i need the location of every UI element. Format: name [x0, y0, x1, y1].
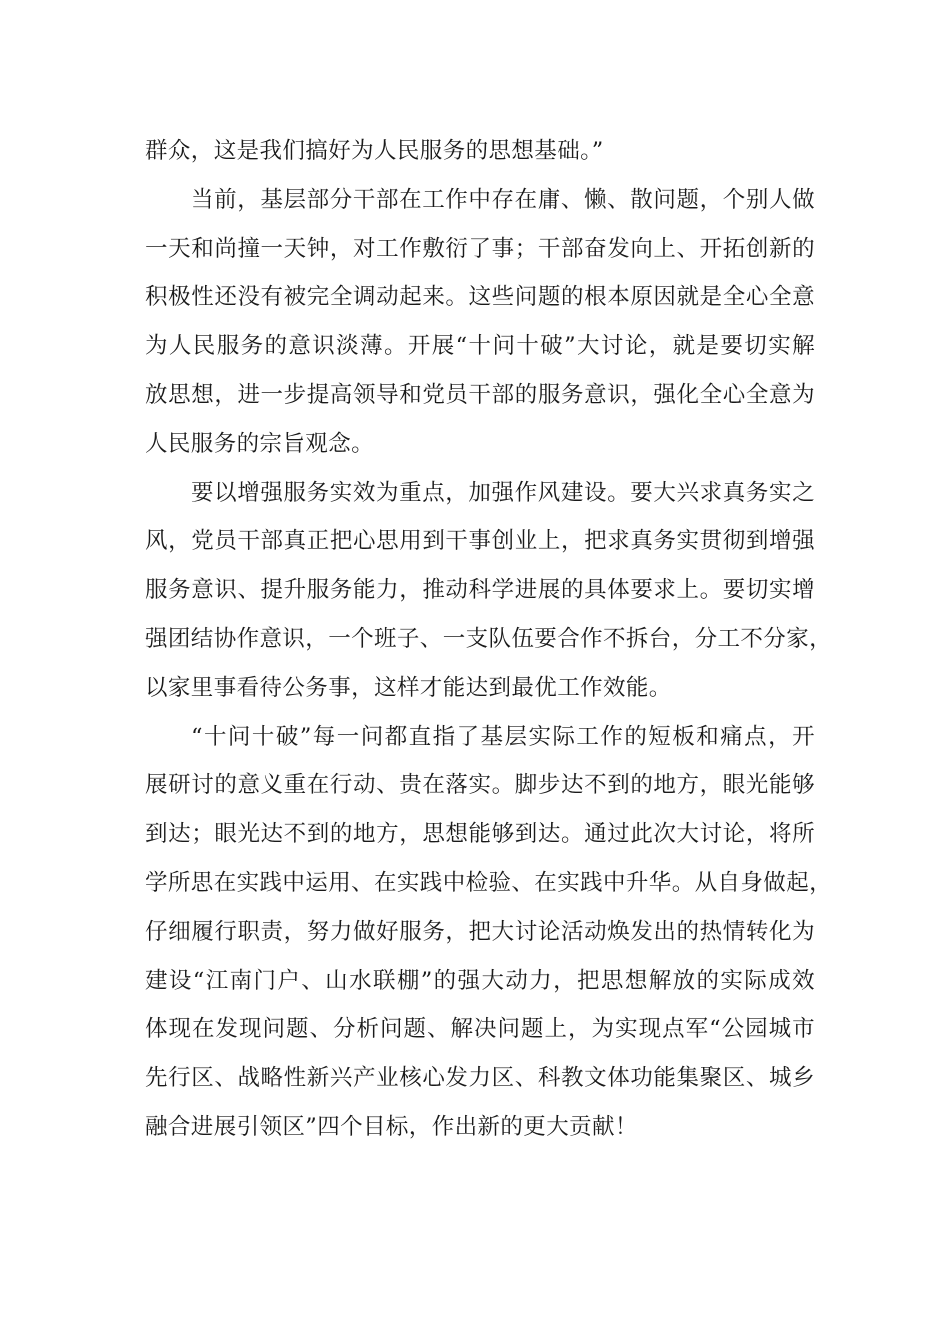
text-line: 融合进展引领区”四个目标，作出新的更大贡献！ — [145, 1113, 638, 1140]
text-line: 当前，基层部分干部在工作中存在庸、懒、散问题，个别人做 — [191, 186, 815, 213]
text-line: 群众，这是我们搞好为人民服务的思想基础。” — [145, 138, 604, 164]
text-line: 以家里事看待公务事，这样才能达到最优工作效能。 — [145, 674, 672, 701]
text-line: “十问十破”每一问都直指了基层实际工作的短板和痛点，开 — [191, 723, 815, 750]
text-line: 积极性还没有被完全调动起来。这些问题的根本原因就是全心全意 — [145, 284, 815, 311]
document-body — [145, 127, 833, 1152]
text-line: 为人民服务的意识淡薄。开展“十问十破”大讨论，就是要切实解 — [145, 333, 815, 360]
text-line: 仔细履行职责，努力做好服务，把大讨论活动焕发出的热情转化为 — [145, 918, 815, 945]
text-line: 放思想，进一步提高领导和党员干部的服务意识，强化全心全意为 — [145, 381, 815, 408]
text-line: 到达；眼光达不到的地方，思想能够到达。通过此次大讨论，将所 — [145, 821, 815, 848]
text-line: 强团结协作意识，一个班子、一支队伍要合作不拆台，分工不分家， — [145, 625, 833, 652]
text-line: 体现在发现问题、分析问题、解决问题上，为实现点军“公园城市 — [145, 1016, 815, 1043]
text-line: 一天和尚撞一天钟，对工作敷衍了事；干部奋发向上、开拓创新的 — [145, 235, 815, 262]
text-line: 先行区、战略性新兴产业核心发力区、科教文体功能集聚区、城乡 — [145, 1065, 815, 1092]
text-line: 服务意识、提升服务能力，推动科学进展的具体要求上。要切实增 — [145, 577, 815, 604]
text-line: 建设“江南门户、山水联棚”的强大动力，把思想解放的实际成效 — [145, 967, 815, 994]
text-line: 要以增强服务实效为重点，加强作风建设。要大兴求真务实之 — [191, 479, 815, 506]
text-line: 人民服务的宗旨观念。 — [145, 430, 375, 457]
text-line: 风，党员干部真正把心思用到干事创业上，把求真务实贯彻到增强 — [145, 528, 815, 555]
text-line: 学所思在实践中运用、在实践中检验、在实践中升华。从自身做起， — [145, 869, 833, 896]
text-line: 展研讨的意义重在行动、贵在落实。脚步达不到的地方，眼光能够 — [145, 772, 815, 799]
